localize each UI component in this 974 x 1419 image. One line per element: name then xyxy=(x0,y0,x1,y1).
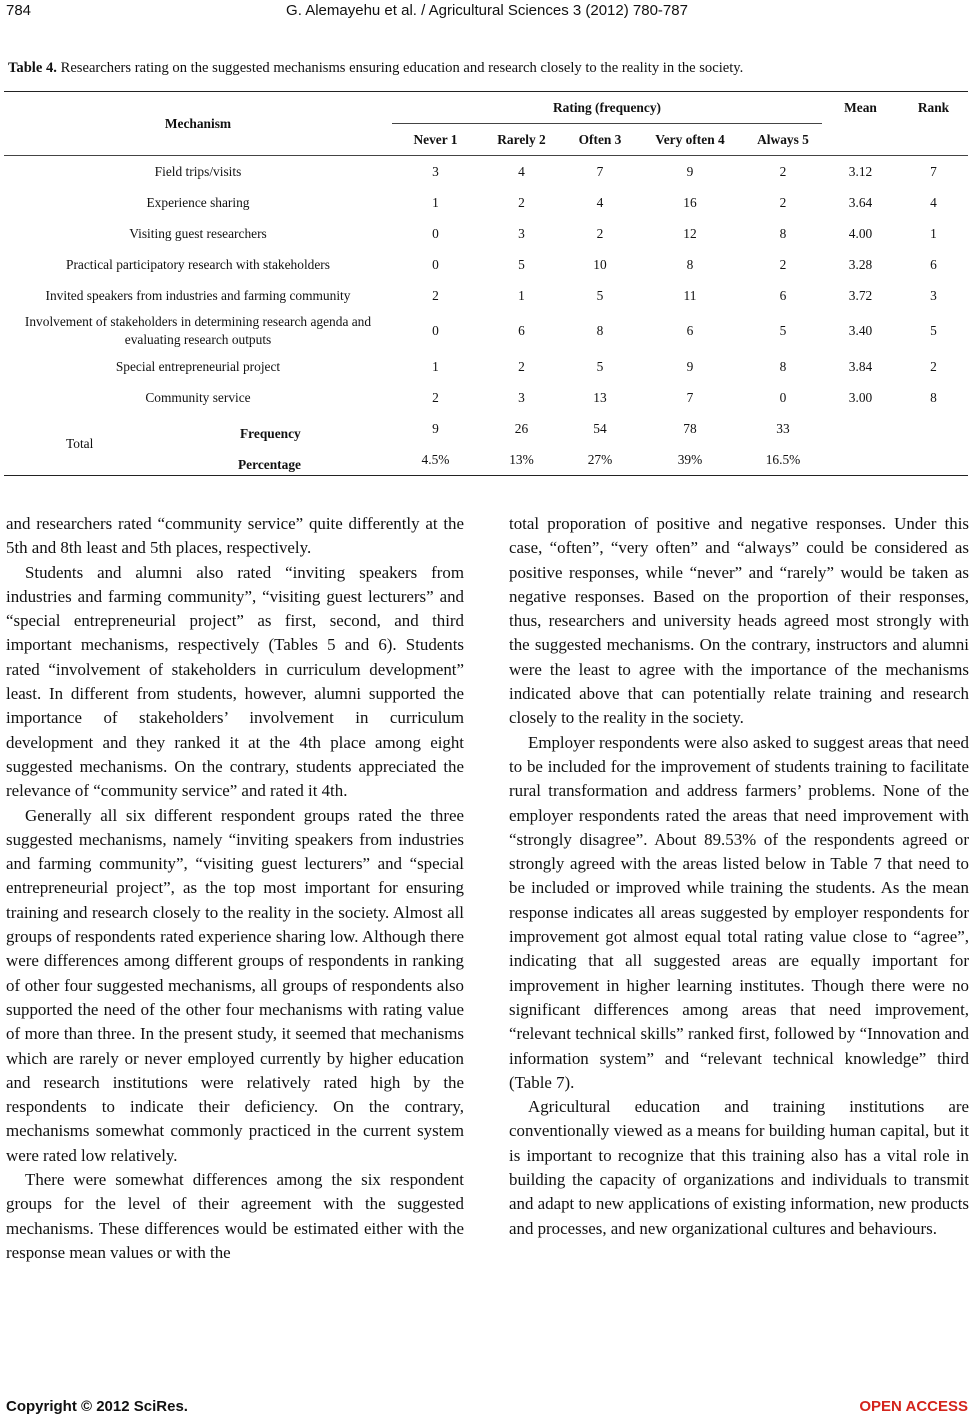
rating-cell: 8 xyxy=(596,323,604,338)
rank-cell: 3 xyxy=(930,287,937,303)
rating-cell: 2 xyxy=(596,225,604,241)
body-paragraph: There were somewhat differences among the six respondent groups for the level of their agreement with the suggested mechanisms. These differences would be estimated either with the response mean values or with the xyxy=(6,1170,464,1262)
table-total xyxy=(4,413,968,476)
mean-cell: 4.00 xyxy=(848,225,873,241)
table-caption xyxy=(8,60,968,77)
total-freq-cell-0: 9 xyxy=(432,420,439,436)
header-rating-group: Rating (frequency) xyxy=(392,92,822,124)
body-paragraph: Generally all six different respondent groups rated the three suggested mechanisms, namely “inviting speakers from industries and farming community”, “visiting guest lecturers” and “special entrepreneurial project”, as the top most important for ensuring training and research closely to the reality in the society. Almost all groups of respondents rated experience sharing low. Although there were differences among different groups of respondents in ranking of other four suggested mechanisms, all groups of respondents also supported the need of the other four mechanisms with rating value of more than three. In the present study, it seemed that mechanisms which are rarely or never employed currently by higher education and research institutions were relatively rated high by the respondents to indicate their deficiency. On the contrary, mechanisms somewhat commonly practiced in the current system were rated low relatively. xyxy=(6,805,464,1165)
header-often: Often 3 xyxy=(564,124,636,156)
mechanism-cell: Practical participatory research with stakeholders xyxy=(66,256,330,272)
rating-cell: 0 xyxy=(432,225,439,241)
rating-cell: 5 xyxy=(518,256,525,272)
rating-cell: 3 xyxy=(518,225,525,241)
table-row xyxy=(4,218,968,249)
total-percentage-label: Percentage xyxy=(238,457,301,472)
total-pct-cell-0: 4.5% xyxy=(392,444,479,476)
mean-cell: 3.64 xyxy=(848,194,873,210)
mechanism-cell: Involvement of stakeholders in determining research agenda and evaluating research outputs xyxy=(24,314,372,347)
mechanism-cell: Special entrepreneurial project xyxy=(115,358,281,374)
rank-cell: 6 xyxy=(930,256,937,272)
table-caption-label: Table 4. xyxy=(8,60,57,76)
table-row xyxy=(4,351,968,382)
rating-cell: 6 xyxy=(686,323,694,338)
rating-cell: 10 xyxy=(593,256,607,272)
total-pct-cell-3: 39% xyxy=(636,444,744,476)
rating-cell: 1 xyxy=(432,194,439,210)
total-label: Total xyxy=(4,413,392,476)
header-mechanism: Mechanism xyxy=(4,92,392,156)
rating-cell: 1 xyxy=(518,287,525,303)
total-freq-cell-3: 78 xyxy=(683,420,697,436)
header-rarely: Rarely 2 xyxy=(479,124,564,156)
rating-cell: 3 xyxy=(432,163,439,179)
rating-cell: 13 xyxy=(593,389,607,405)
rating-cell: 3 xyxy=(518,389,525,405)
rating-cell: 8 xyxy=(779,225,787,241)
mechanism-cell: Field trips/visits xyxy=(154,163,242,179)
rating-cell: 0 xyxy=(432,256,439,272)
rating-cell: 5 xyxy=(596,287,604,303)
table-row xyxy=(4,249,968,280)
body-paragraph: total proporation of positive and negative responses. Under this case, “often”, “very often” and “always” could be considered as positive responses, while “never” and “rarely” would be taken as negative responses. Based on the proportion of their responses, thus, researchers and university heads agreed most strongly with the suggested mechanisms. On the contrary, instructors and alumni were the least to agree with the importance of the mechanisms indicated above that can potentially relate training and research closely to the reality in the society. xyxy=(509,514,969,728)
rating-cell: 0 xyxy=(432,323,439,338)
open-access-label: OPEN ACCESS xyxy=(859,1398,968,1415)
table-row xyxy=(4,382,968,413)
rating-cell: 2 xyxy=(779,256,787,272)
rating-cell: 11 xyxy=(683,287,697,303)
rating-cell: 4 xyxy=(596,194,604,210)
table-row xyxy=(4,187,968,218)
ratings-table xyxy=(4,91,968,476)
left-column xyxy=(6,512,464,1265)
table-row xyxy=(4,280,968,311)
body-paragraph: Employer respondents were also asked to suggest areas that need to be included for the improvement of students training to facilitate rural transformation and address farmers’ problems. None of the employer respondents rated the areas that need improvement with “strongly disagree”. About 89.53% of the respondents agreed or strongly agreed with the areas listed below in Table 7 that need to be included or improved while training the students. As the mean response indicates all areas suggested by employer respondents for improvement got almost equal total rating value close to “agree”, indicating that all suggested areas are equally important for improvement in higher learning institutes. Though there were no significant differences among areas that need improvement, “relevant technical skills” ranked first, followed by “Innovation and information system” and “relevant technical knowledge” third (Table 7). xyxy=(509,732,969,1092)
mechanism-cell: Visiting guest researchers xyxy=(129,225,267,241)
rating-cell: 7 xyxy=(686,389,694,405)
total-freq-cell-2: 54 xyxy=(593,420,607,436)
mechanism-cell: Experience sharing xyxy=(146,194,250,210)
rating-cell: 6 xyxy=(518,323,525,338)
header-rank: Rank xyxy=(917,99,950,115)
rating-cell: 2 xyxy=(518,194,525,210)
body-paragraph: Students and alumni also rated “inviting speakers from industries and farming community”, “visiting guest lecturers” and “special entrepreneurial project” as first, second, and third important mechanisms, respectively (Tables 5 and 6). Students rated “involvement of stakeholders in curriculum development” least. In different from students, however, alumni supported the importance of stakeholders’ involvement in curriculum development and they ranked it at the 4th place among eight suggested mechanisms. On the contrary, students appreciated the relevance of “community service” and rated it 4th. xyxy=(6,562,464,801)
mean-cell: 3.84 xyxy=(848,358,873,374)
mean-cell: 3.00 xyxy=(848,389,873,405)
rating-cell: 9 xyxy=(686,358,694,374)
table-row xyxy=(4,156,968,188)
total-pct-cell-2: 27% xyxy=(564,444,636,476)
rank-cell: 2 xyxy=(930,358,937,374)
rating-cell: 4 xyxy=(518,163,525,179)
rating-cell: 1 xyxy=(432,358,439,374)
mechanism-cell: Community service xyxy=(145,389,251,405)
total-frequency-label: Frequency xyxy=(240,426,301,441)
mean-cell: 3.12 xyxy=(848,163,873,179)
rating-cell: 2 xyxy=(779,194,787,210)
header-always: Always 5 xyxy=(744,124,822,156)
mean-cell: 3.40 xyxy=(848,323,873,338)
rating-cell: 16 xyxy=(683,194,697,210)
rank-cell: 5 xyxy=(930,323,937,338)
rank-cell: 1 xyxy=(930,225,937,241)
page-number: 784 xyxy=(6,2,32,19)
header-never: Never 1 xyxy=(392,124,479,156)
total-pct-cell-1: 13% xyxy=(479,444,564,476)
rank-cell: 8 xyxy=(930,389,937,405)
rank-cell: 4 xyxy=(930,194,937,210)
body-paragraph: Agricultural education and training institutions are conventionally viewed as a means for building human capital, but it is important to recognize that this training also has a vital role in building the capacity of organizations and individuals to transmit and adapt to new applications of existing information, new products and processes, and new organizational cultures and behaviours. xyxy=(509,1097,969,1238)
rating-cell: 5 xyxy=(596,358,604,374)
rating-cell: 7 xyxy=(596,163,604,179)
rating-cell: 2 xyxy=(432,389,439,405)
mean-cell: 3.28 xyxy=(848,256,873,272)
rating-cell: 5 xyxy=(779,323,787,338)
rating-cell: 2 xyxy=(779,163,787,179)
rating-cell: 8 xyxy=(686,256,694,272)
mechanism-cell: Invited speakers from industries and farming community xyxy=(45,287,351,303)
rating-cell: 6 xyxy=(779,287,787,303)
rating-cell: 9 xyxy=(686,163,694,179)
running-title: G. Alemayehu et al. / Agricultural Sciences 3 (2012) 780-787 xyxy=(286,2,688,19)
rating-cell: 8 xyxy=(779,358,787,374)
total-freq-cell-4: 33 xyxy=(776,420,790,436)
table-row xyxy=(4,311,968,351)
header-mean: Mean xyxy=(844,99,877,115)
copyright-notice: Copyright © 2012 SciRes. xyxy=(6,1398,188,1415)
mean-cell: 3.72 xyxy=(848,287,873,303)
total-pct-cell-4: 16.5% xyxy=(744,444,822,476)
right-column xyxy=(509,512,969,1241)
body-paragraph: and researchers rated “community service” quite differently at the 5th and 8th least and 5th places, respectively. xyxy=(6,514,464,558)
rating-cell: 0 xyxy=(779,389,787,405)
rating-cell: 2 xyxy=(518,358,525,374)
rating-cell: 2 xyxy=(432,287,439,303)
header-very-often: Very often 4 xyxy=(636,124,744,156)
rating-cell: 12 xyxy=(683,225,697,241)
table-caption-text: Researchers rating on the suggested mechanisms ensuring education and research closely to the reality in the society. xyxy=(56,60,744,76)
total-freq-cell-1: 26 xyxy=(514,420,529,436)
rank-cell: 7 xyxy=(930,163,937,179)
table-body xyxy=(4,156,968,414)
